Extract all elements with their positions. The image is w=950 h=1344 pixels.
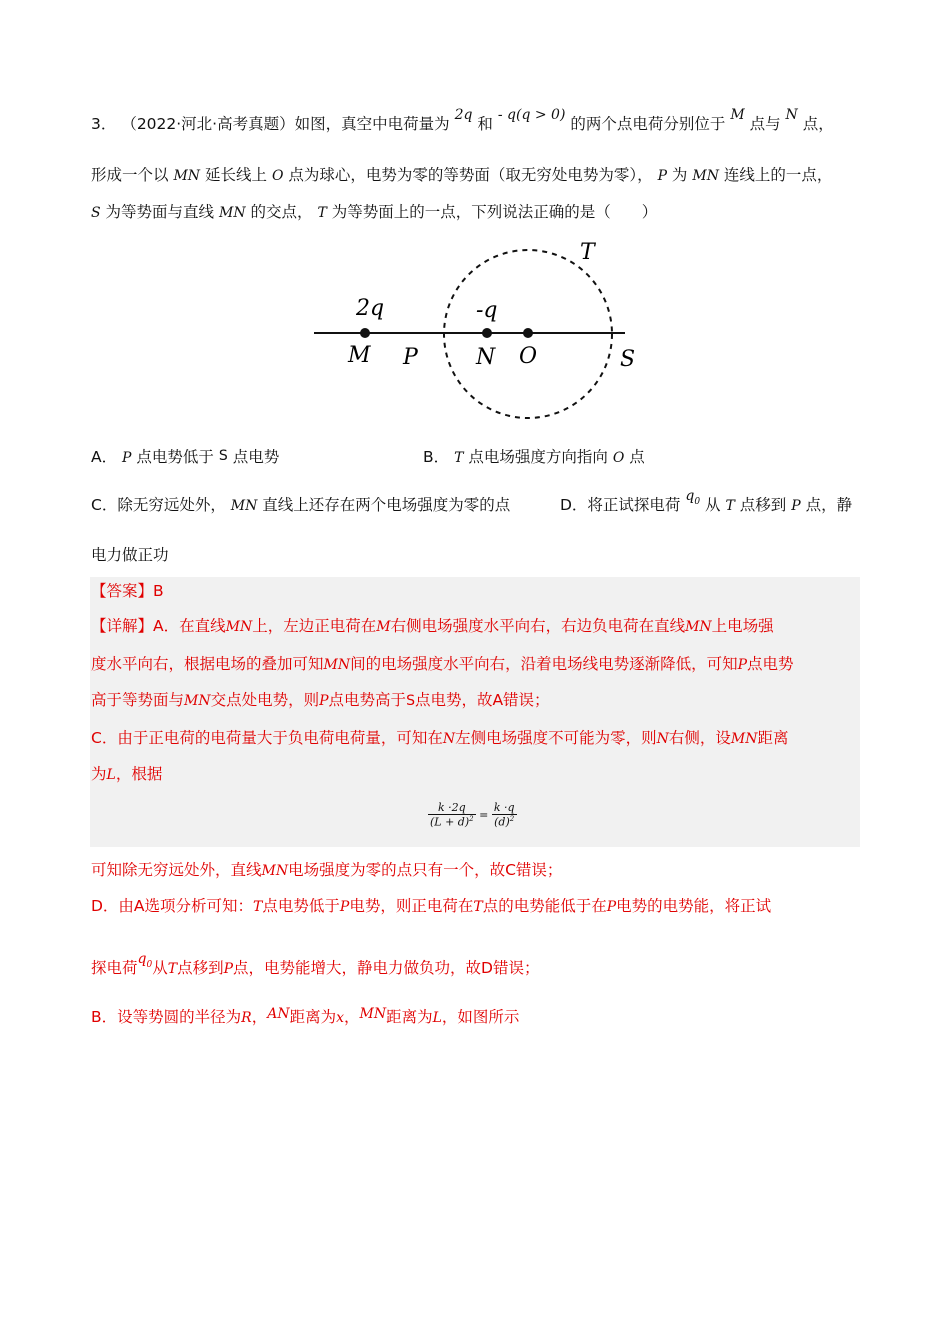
math-q0	[685, 488, 701, 507]
text: ，如图所示	[441, 1008, 520, 1026]
text: 点电势低于	[136, 448, 214, 466]
question-number: 3．	[91, 115, 117, 133]
explanation-line-9	[91, 1006, 860, 1029]
text: 点与	[749, 115, 781, 133]
text: 距离	[757, 729, 789, 747]
math-S: S	[406, 693, 415, 709]
math-P: P	[791, 498, 801, 514]
text: 电势，则正电荷在	[349, 897, 474, 915]
math-O: O	[271, 168, 284, 184]
text: 右侧电场强度水平向右，右边负电荷在直线	[390, 617, 686, 635]
explanation-line-3	[91, 689, 860, 712]
math-q0	[137, 951, 153, 970]
math-MN: MN	[230, 498, 258, 514]
math-M: M	[730, 107, 745, 123]
text: 和	[477, 115, 493, 133]
text: 点电场强度方向指向	[468, 448, 608, 466]
explanation-line-1	[91, 615, 860, 638]
text: 点	[629, 448, 645, 466]
math-MN: MN	[261, 863, 289, 879]
numerator-left: k ·2q	[437, 801, 466, 814]
explanation-line-4	[91, 727, 860, 750]
text: C．由于正电荷的电荷量大于负电荷电荷量，可知在	[91, 729, 443, 747]
math-O: O	[612, 450, 625, 466]
math-MN: MN	[173, 168, 201, 184]
text: 电力做正功	[91, 546, 169, 564]
exponent-left: 2	[469, 815, 474, 823]
subscript-0: 0	[146, 959, 153, 970]
explanation-line-6	[91, 859, 860, 882]
equals-sign: =	[479, 808, 489, 822]
text: 间的电场强度水平向右，沿着电场线电势逐渐降低，可知	[350, 655, 738, 673]
math-N: N	[442, 731, 456, 747]
text: 上电场强	[711, 617, 774, 635]
charge-N-dot	[482, 328, 492, 338]
math-M: M	[376, 619, 391, 635]
option-B[interactable]	[423, 446, 645, 469]
math-R: R	[241, 1010, 252, 1026]
charge-2q: 2q	[454, 107, 473, 123]
text: 点电势高于	[328, 691, 407, 709]
math-T: T	[473, 899, 483, 915]
physics-diagram	[300, 235, 660, 430]
math-q: q	[137, 951, 147, 967]
math-T: T	[253, 899, 263, 915]
text: 电场强度为零的点只有一个，故C错误；	[288, 861, 563, 879]
math-P: P	[319, 693, 329, 709]
text: C．除无穷远处外，	[91, 496, 226, 514]
label-neg-q: -q	[476, 298, 498, 323]
exponent-right: 2	[509, 815, 515, 823]
text: 为	[671, 166, 688, 184]
text: 探电荷	[91, 959, 138, 977]
text: 【详解】A．在直线	[91, 617, 226, 635]
math-P: P	[339, 899, 350, 915]
center-O-dot	[523, 328, 533, 338]
charge-neg-q: - q(q > 0)	[497, 107, 566, 123]
text: B．	[423, 448, 450, 466]
text: 可知除无穷远处外，直线	[91, 861, 262, 879]
math-MN: MN	[685, 619, 712, 635]
text: 点电势，故A错误；	[414, 691, 550, 709]
text: 距离为	[386, 1008, 433, 1026]
question-line-2	[91, 164, 860, 187]
math-P: P	[606, 899, 617, 915]
text: 电势的电势能，将正试	[616, 897, 772, 915]
math-N: N	[785, 107, 798, 123]
option-A[interactable]	[91, 446, 279, 469]
text: 点，电势能增大，静电力做负功，故D错误；	[233, 959, 540, 977]
label-S: S	[620, 347, 636, 372]
text: ，	[344, 1008, 360, 1026]
text: D．将正试探电荷	[560, 496, 681, 514]
math-P: P	[737, 657, 748, 673]
math-AN: AN	[267, 1006, 290, 1022]
text: 的两个点电荷分别位于	[570, 115, 726, 133]
math-N: N	[656, 731, 669, 747]
text: 延长线上	[204, 166, 267, 184]
math-S: S	[218, 448, 228, 464]
text: 【答案】B	[91, 582, 164, 600]
text: 点电势	[232, 448, 280, 466]
text: 为等势面上的一点，下列说法正确的是（ ）	[331, 203, 658, 221]
text: ，	[251, 1008, 268, 1026]
question-source: （2022·河北·高考真题）	[121, 115, 295, 133]
text: 如图，真空中电荷量为	[294, 115, 450, 133]
math-L: L	[106, 767, 116, 783]
text: 从	[152, 959, 168, 977]
text: 点移到	[739, 496, 787, 514]
math-x: x	[336, 1010, 344, 1026]
text: D．由A选项分析可知：	[91, 897, 254, 915]
explanation-line-7	[91, 895, 860, 918]
label-N: N	[476, 345, 496, 370]
text: 高于等势面与	[91, 691, 185, 709]
question-line-1	[91, 107, 860, 136]
explanation-line-2	[91, 653, 860, 676]
denominator-right	[492, 815, 517, 829]
label-P: P	[403, 345, 418, 370]
text: 交点处电势，则	[210, 691, 320, 709]
text: 点为球心，电势为零的等势面（取无穷处电势为零），	[288, 166, 653, 184]
text: 点电势	[747, 655, 794, 673]
denominator-left-text: (L + d)	[430, 815, 470, 829]
question-line-3	[91, 201, 860, 224]
math-T: T	[454, 450, 464, 466]
math-T: T	[317, 205, 327, 221]
text: 上，左边正电荷在	[252, 617, 377, 635]
fraction-left	[428, 801, 476, 829]
math-P: P	[657, 168, 667, 184]
explanation-line-5	[91, 763, 860, 786]
label-2q: 2q	[356, 296, 385, 321]
option-D[interactable]	[560, 488, 853, 523]
math-q: q	[685, 488, 695, 504]
text: 为	[91, 765, 107, 783]
math-T: T	[725, 498, 735, 514]
math-MN: MN	[184, 693, 211, 709]
math-MN: MN	[225, 619, 253, 635]
math-P: P	[122, 450, 132, 466]
formula	[428, 801, 517, 841]
label-M: M	[348, 343, 371, 368]
text: B．设等势圆的半径为	[91, 1008, 242, 1026]
answer-label	[91, 580, 860, 602]
math-MN: MN	[359, 1006, 387, 1022]
subscript-0: 0	[694, 496, 701, 507]
fraction-right	[492, 801, 517, 829]
text: 点的电势能低于在	[482, 897, 607, 915]
text: 点，静	[805, 496, 853, 514]
charge-M-dot	[360, 328, 370, 338]
text: 左侧电场强度不可能为零，则	[455, 729, 657, 747]
option-C[interactable]	[91, 494, 510, 517]
math-T: T	[167, 961, 178, 977]
denominator-right-text: (d)	[494, 815, 510, 829]
text: 点，	[802, 115, 834, 133]
text: 为等势面与直线	[105, 203, 215, 221]
denominator-left	[428, 815, 476, 829]
text: ，根据	[115, 765, 163, 783]
text: 右侧，设	[668, 729, 731, 747]
text: 距离为	[289, 1008, 337, 1026]
text: A．	[91, 448, 118, 466]
math-MN: MN	[692, 168, 719, 184]
explanation-line-8	[91, 951, 860, 986]
text: 点移到	[177, 959, 224, 977]
text: 的交点，	[250, 203, 313, 221]
text: 点电势低于	[262, 897, 340, 915]
label-O: O	[519, 344, 538, 369]
math-MN: MN	[323, 657, 351, 673]
text: 从	[705, 496, 721, 514]
text: 连线上的一点，	[723, 166, 833, 184]
numerator-right: k ·q	[493, 801, 515, 814]
option-D-continued	[91, 544, 169, 566]
math-L: L	[432, 1010, 442, 1026]
math-MN: MN	[218, 205, 246, 221]
math-P: P	[223, 961, 234, 977]
text: 度水平向右，根据电场的叠加可知	[91, 655, 324, 673]
text: 形成一个以	[91, 166, 169, 184]
text: 直线上还存在两个电场强度为零的点	[262, 496, 511, 514]
label-T: T	[580, 240, 595, 265]
math-S: S	[91, 205, 101, 221]
math-MN: MN	[730, 731, 758, 747]
